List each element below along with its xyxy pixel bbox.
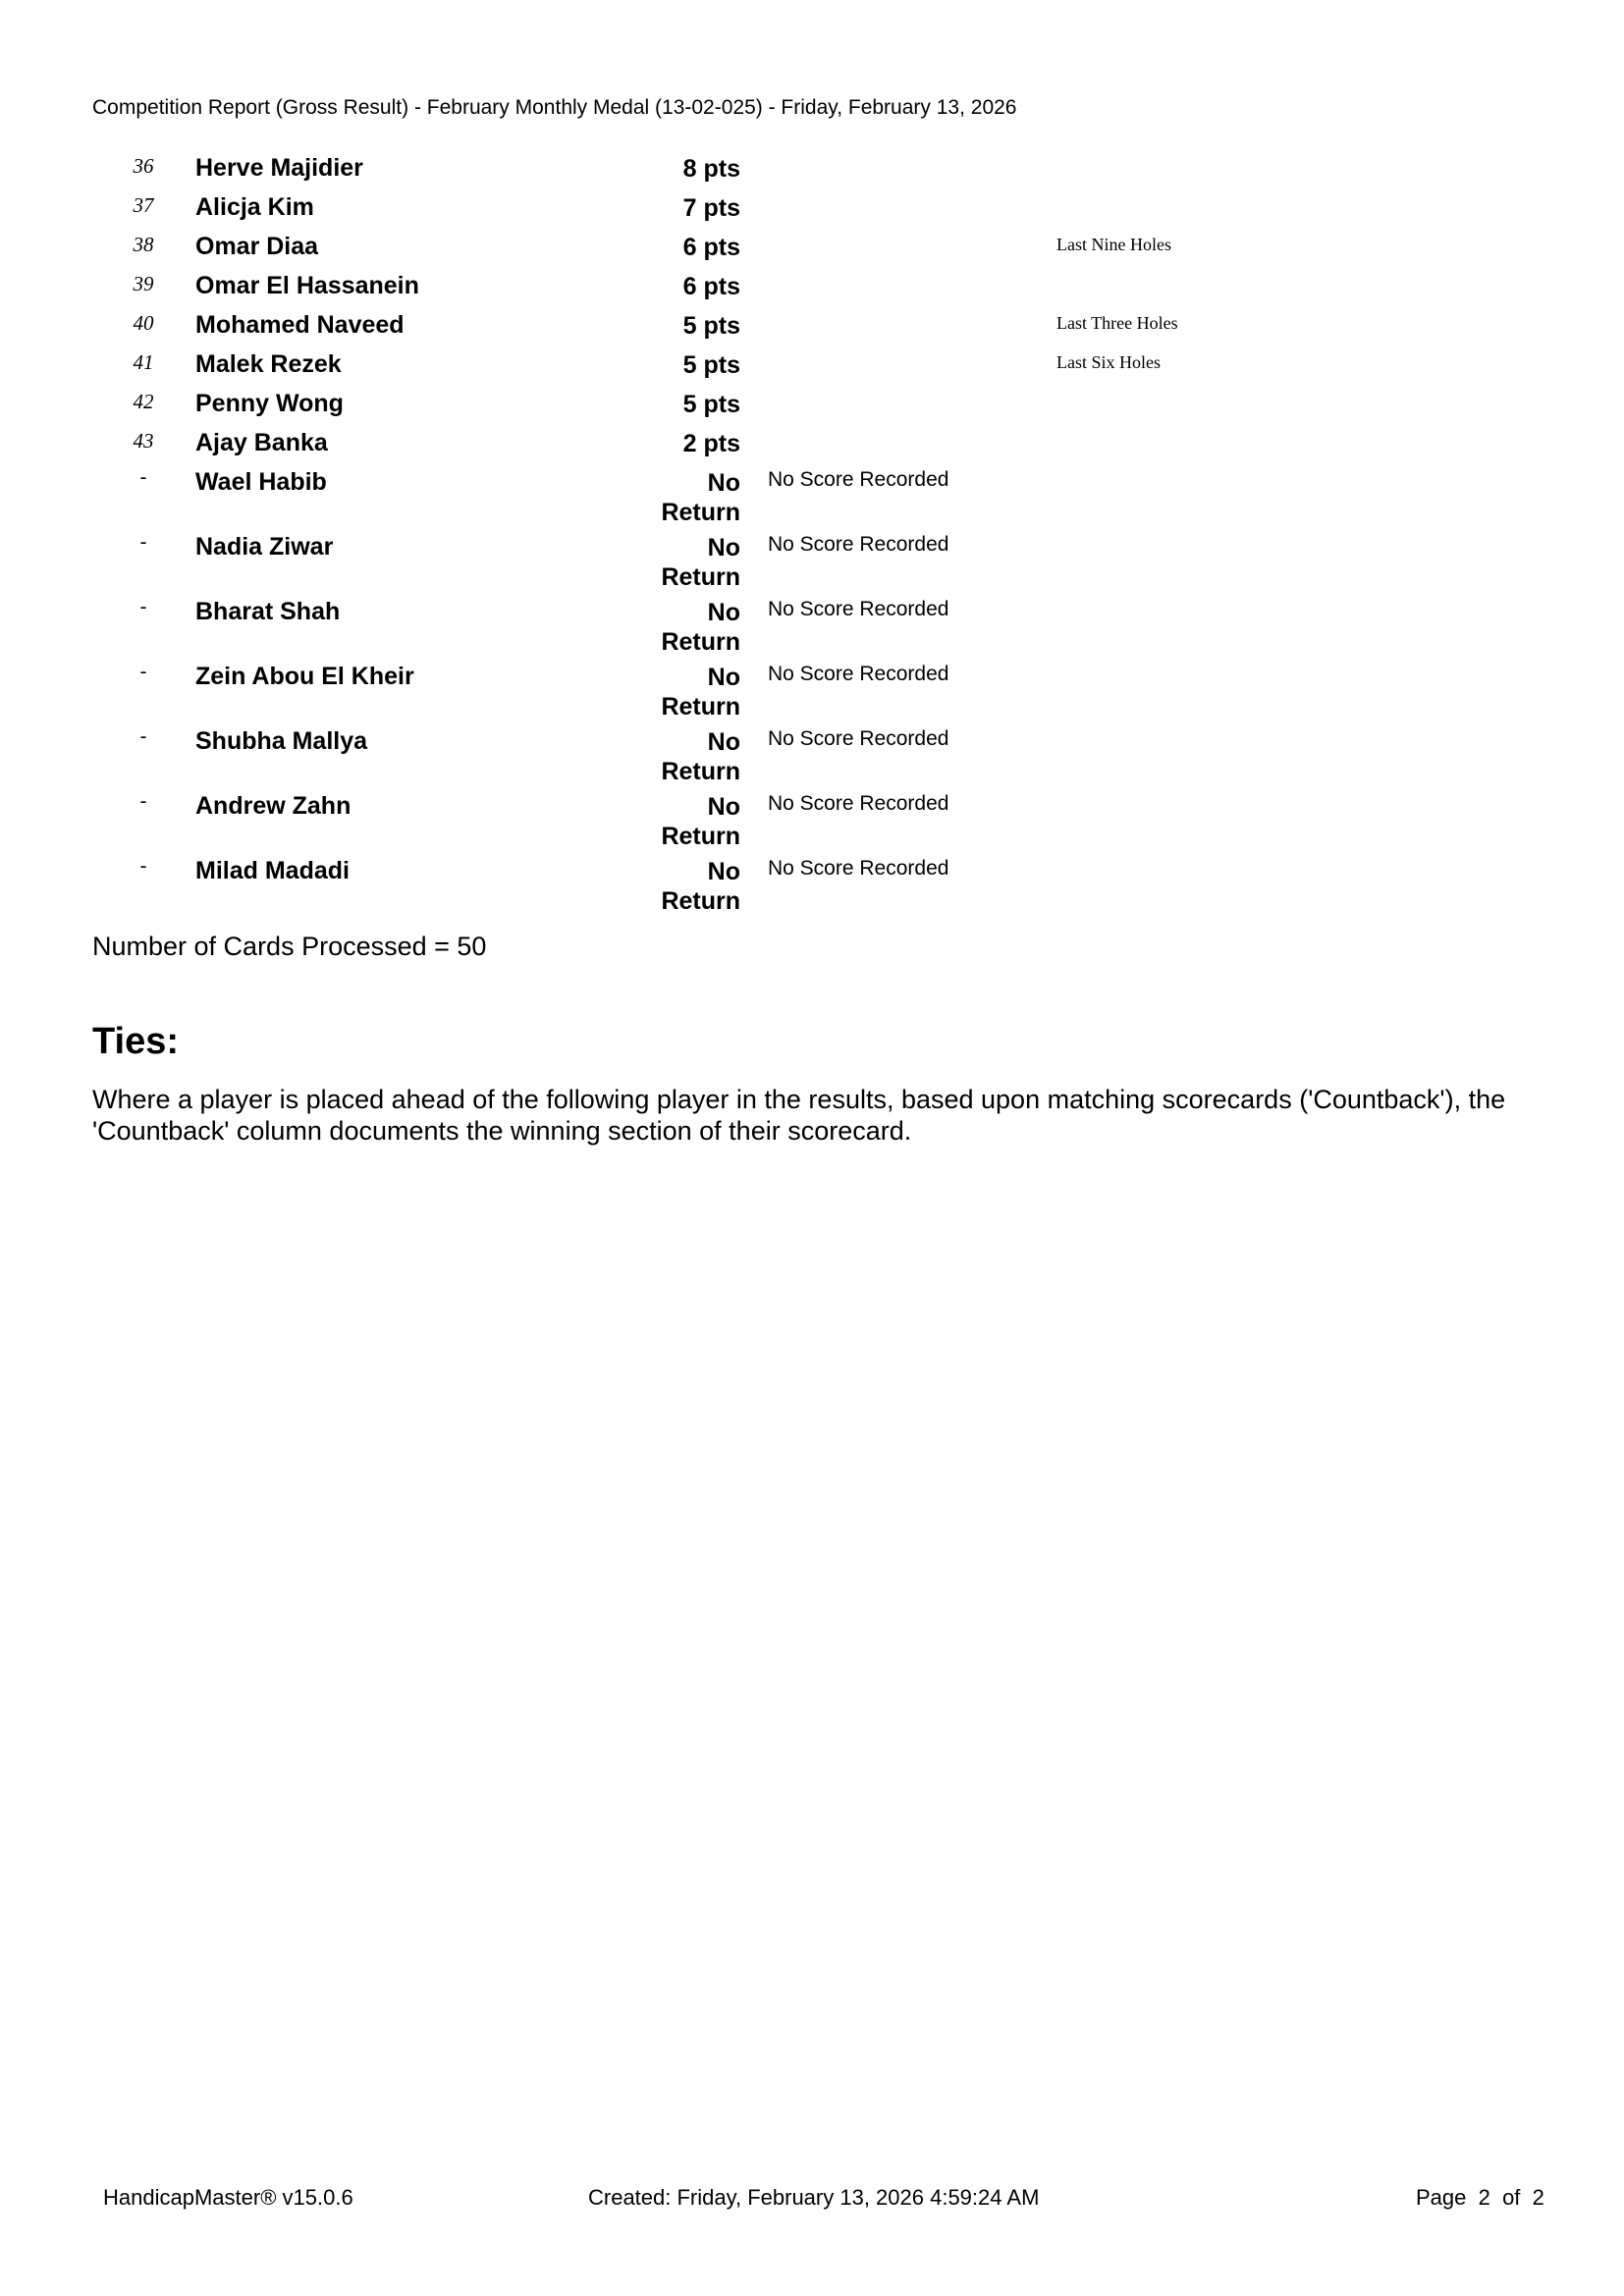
result-row bbox=[0, 462, 1624, 527]
player-score: No Return bbox=[661, 664, 740, 721]
score-note: No Score Recorded bbox=[768, 792, 949, 815]
player-score: 6 pts bbox=[682, 273, 740, 300]
player-name: Omar Diaa bbox=[195, 233, 319, 260]
result-row bbox=[0, 266, 1624, 305]
countback-note: Last Six Holes bbox=[1056, 352, 1161, 372]
score-note: No Score Recorded bbox=[768, 468, 949, 491]
result-row bbox=[0, 721, 1624, 786]
position: 41 bbox=[133, 350, 154, 374]
ties-heading: Ties: bbox=[92, 1021, 180, 1062]
software-version: HandicapMaster® v15.0.6 bbox=[103, 2185, 353, 2210]
player-score: No Return bbox=[661, 534, 740, 591]
player-name: Mohamed Naveed bbox=[195, 311, 405, 339]
player-name: Andrew Zahn bbox=[195, 792, 352, 820]
position: - bbox=[139, 855, 147, 878]
result-row bbox=[0, 786, 1624, 851]
report-title: Competition Report (Gross Result) - February Monthly Medal (13-02-025) - Friday, February 13, 2026 bbox=[92, 96, 1017, 119]
score-note: No Score Recorded bbox=[768, 533, 949, 556]
player-name: Ajay Banka bbox=[195, 429, 328, 456]
player-score: 5 pts bbox=[682, 312, 740, 340]
position: - bbox=[139, 661, 147, 683]
player-name: Malek Rezek bbox=[195, 350, 342, 378]
position: 37 bbox=[133, 193, 154, 217]
result-row bbox=[0, 227, 1624, 266]
results-list bbox=[0, 148, 1624, 916]
position: 39 bbox=[133, 272, 154, 295]
player-score: No Return bbox=[661, 793, 740, 850]
player-score: No Return bbox=[661, 469, 740, 526]
score-note: No Score Recorded bbox=[768, 857, 949, 880]
result-row bbox=[0, 345, 1624, 384]
score-note: No Score Recorded bbox=[768, 663, 949, 685]
player-score: 2 pts bbox=[682, 430, 740, 457]
player-score: 7 pts bbox=[682, 194, 740, 222]
position: 42 bbox=[133, 390, 154, 413]
result-row bbox=[0, 384, 1624, 423]
player-name: Milad Madadi bbox=[195, 857, 350, 884]
result-row bbox=[0, 851, 1624, 916]
player-name: Bharat Shah bbox=[195, 598, 341, 625]
player-name: Herve Majidier bbox=[195, 154, 363, 182]
cards-processed: Number of Cards Processed = 50 bbox=[92, 932, 487, 961]
player-score: No Return bbox=[661, 599, 740, 656]
player-name: Omar El Hassanein bbox=[195, 272, 419, 299]
player-score: 5 pts bbox=[682, 351, 740, 379]
position: 43 bbox=[133, 429, 154, 453]
result-row bbox=[0, 305, 1624, 345]
position: - bbox=[139, 596, 147, 618]
player-score: 5 pts bbox=[682, 391, 740, 418]
position: 38 bbox=[133, 233, 154, 256]
player-name: Penny Wong bbox=[195, 390, 344, 417]
result-row bbox=[0, 657, 1624, 721]
player-name: Wael Habib bbox=[195, 468, 327, 496]
position: 36 bbox=[133, 154, 154, 178]
player-name: Alicja Kim bbox=[195, 193, 314, 221]
position: - bbox=[139, 466, 147, 489]
position: - bbox=[139, 790, 147, 813]
score-note: No Score Recorded bbox=[768, 727, 949, 750]
countback-note: Last Nine Holes bbox=[1056, 235, 1171, 254]
result-row bbox=[0, 148, 1624, 187]
created-timestamp: Created: Friday, February 13, 2026 4:59:24 AM bbox=[588, 2185, 1040, 2210]
player-name: Shubha Mallya bbox=[195, 727, 368, 755]
result-row bbox=[0, 592, 1624, 657]
page-number: Page 2 of 2 bbox=[1416, 2185, 1544, 2210]
player-score: 8 pts bbox=[682, 155, 740, 183]
position: - bbox=[139, 531, 147, 554]
position: 40 bbox=[133, 311, 154, 335]
result-row bbox=[0, 187, 1624, 227]
player-name: Zein Abou El Kheir bbox=[195, 663, 414, 690]
player-name: Nadia Ziwar bbox=[195, 533, 334, 561]
player-score: No Return bbox=[661, 858, 740, 915]
result-row bbox=[0, 527, 1624, 592]
player-score: No Return bbox=[661, 728, 740, 785]
score-note: No Score Recorded bbox=[768, 598, 949, 620]
countback-note: Last Three Holes bbox=[1056, 313, 1178, 333]
position: - bbox=[139, 725, 147, 748]
result-row bbox=[0, 423, 1624, 462]
player-score: 6 pts bbox=[682, 234, 740, 261]
ties-description: Where a player is placed ahead of the following player in the results, based upon matching scorecards ('Countback'), the 'Countback' column documents the winning section of their scorecard. bbox=[92, 1085, 1506, 1146]
